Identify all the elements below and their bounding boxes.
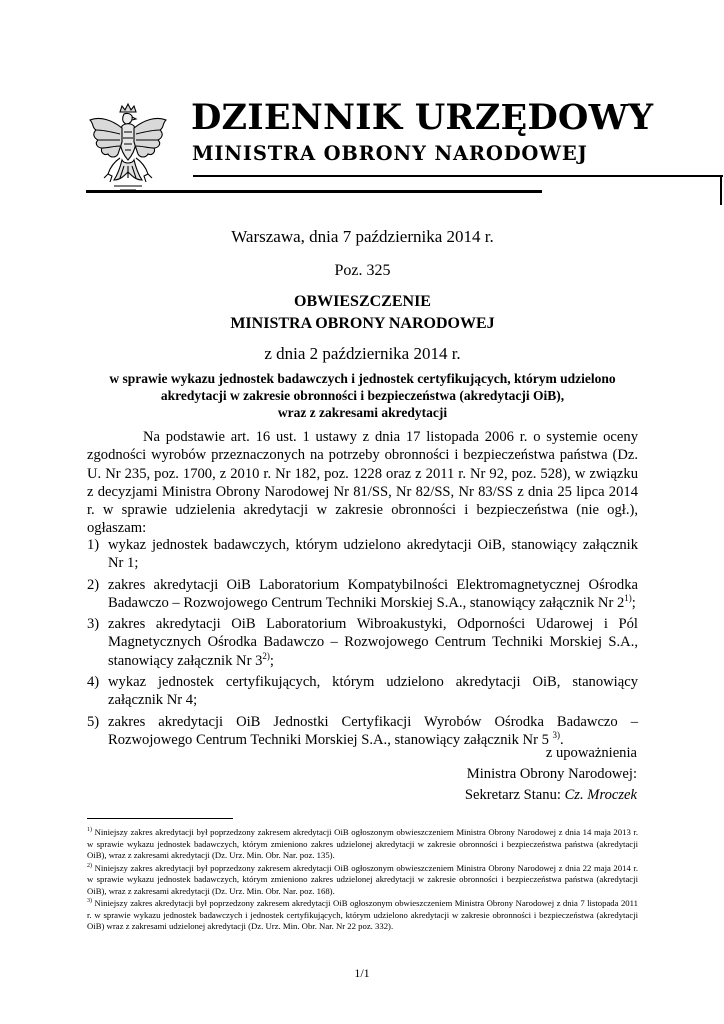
subject-line: akredytacji w zakresie obronności i bezpieczeństwa (akredytacji OiB), [160, 388, 565, 403]
list-item-number: 3) [87, 616, 100, 633]
list-item-text: zakres akredytacji OiB Laboratorium Kompatybilności Elektromagnetycznej Ośrodka Badawczo – Rozwojowego Centrum Techniki Morskiej S.A., stanowiący załącznik Nr 2 [108, 576, 638, 611]
signer-name: Cz. Mroczek [564, 787, 637, 803]
list-item [87, 615, 638, 670]
place-date: Warszawa, dnia 7 października 2014 r. [231, 227, 494, 246]
announcement-list [87, 536, 638, 752]
gazette-title: DZIENNIK URZĘDOWY [191, 97, 654, 138]
footnote-mark: 1) [87, 827, 92, 834]
gazette-subtitle: MINISTRA OBRONY NARODOWEJ [192, 142, 588, 165]
footnote-text: Niniejszy zakres akredytacji był poprzedzony zakresem akredytacji OiB ogłoszonym obwieszczeniem Ministra Obrony Narodowej z dnia 14 maja 2013 r. w sprawie wykazu jednostek badawczych, którym zmieniono zakres udzielonej akredytacji w zakresie obronności i bezpieczeństwa państwa (akredytacji OiB), wraz z zakresami akredytacji (Dz. Urz. Min. Obr. Nar. poz. 135). [87, 827, 638, 860]
footnote-separator [87, 818, 233, 819]
footnote [87, 827, 638, 862]
act-type: OBWIESZCZENIE [294, 293, 431, 310]
list-item-text: wykaz jednostek certyfikujących, którym udzielono akredytacji OiB, stanowiący załącznik Nr 4; [108, 674, 638, 709]
list-item-tail: . [560, 731, 564, 748]
footnote-reference[interactable]: 3) [552, 730, 561, 741]
list-item [87, 536, 638, 573]
list-item-number: 2) [87, 576, 100, 593]
position-number: Poz. 325 [334, 262, 391, 279]
list-item-number: 1) [87, 537, 100, 553]
list-item-tail: ; [269, 652, 274, 669]
header-divider [193, 175, 723, 177]
list-item [87, 576, 638, 613]
header-divider-vertical [720, 175, 722, 205]
footnote-reference[interactable]: 1) [624, 593, 632, 604]
list-item-tail: ; [631, 594, 636, 611]
signature-authorization: z upoważnienia [545, 745, 637, 761]
act-issuer: MINISTRA OBRONY NARODOWEJ [230, 315, 495, 332]
white-eagle-emblem-icon [86, 102, 170, 196]
footnote-text: Niniejszy zakres akredytacji był poprzedzony zakresem akredytacji OiB ogłoszonym obwieszczeniem Ministra Obrony Narodowej z dnia 22 maja 2014 r. w sprawie wykazu jednostek badawczych, którym zmieniono zakres udzielonej akredytacji w zakresie obronności i bezpieczeństwa państwa (akredytacji OiB), wraz z zakresami akredytacji (Dz. Urz. Min. Obr. Nar. poz. 168). [87, 862, 638, 896]
list-item-number: 4) [87, 674, 100, 691]
footnote-mark: 2) [87, 862, 92, 869]
signature-signer [465, 785, 637, 805]
header-bottom-rule [86, 190, 542, 193]
footnote [87, 898, 638, 933]
subject-line: w sprawie wykazu jednostek badawczych i jednostek certyfikujących, którym udzielono [109, 371, 616, 386]
list-item-number: 5) [87, 713, 100, 730]
act-date: z dnia 2 października 2014 r. [264, 344, 461, 363]
signer-title: Sekretarz Stanu: [464, 787, 565, 803]
footnote-mark: 3) [87, 898, 92, 905]
footnote-text: Niniejszy zakres akredytacji był poprzedzony zakresem akredytacji OiB ogłoszonym obwieszczeniem Ministra Obrony Narodowej z dnia 7 listopada 2011 r. w sprawie wykazu jednostek badawczych i jednostek certyfikujących, którym udzielono akredytacji w zakresie obronności i bezpieczeństwa (akredytacji OiB) wraz z zakresami udzielonej akredytacji (Dz. Urz. Min. Obr. Nar. Nr 22 poz. 332). [87, 898, 638, 931]
footnote [87, 863, 638, 898]
page-number: 1/1 [354, 966, 370, 980]
footnote-reference[interactable]: 2) [262, 650, 270, 661]
list-item-text: zakres akredytacji OiB Jednostki Certyfikacji Wyrobów Ośrodka Badawczo – Rozwojowego Centrum Techniki Morskiej S.A., stanowiący załącznik Nr 5 [108, 713, 638, 748]
list-item [87, 673, 638, 710]
signature-authority: Ministra Obrony Narodowej: [466, 766, 637, 782]
intro-paragraph: Na podstawie art. 16 ust. 1 ustawy z dnia 17 listopada 2006 r. o systemie oceny zgodności wyrobów przeznaczonych na potrzeby obronności i bezpieczeństwa państwa (Dz. U. Nr 235, poz. 1700, z 2010 r. Nr 182, poz. 1228 oraz z 2011 r. Nr 92, poz. 528), w związku z decyzjami Ministra Obrony Narodowej Nr 81/SS, Nr 82/SS, Nr 83/SS z dnia 25 lipca 2014 r. w sprawie udzielenia akredytacji w zakresie obronności i bezpieczeństwa (nie ogł.), ogłaszam: [87, 429, 638, 537]
footnotes [87, 827, 638, 934]
subject-line: wraz z zakresami akredytacji [277, 405, 448, 420]
list-item-text: wykaz jednostek badawczych, którym udzielono akredytacji OiB, stanowiący załącznik Nr 1; [108, 537, 638, 572]
list-item-text: zakres akredytacji OiB Laboratorium Wibroakustyki, Odporności Udarowej i Pól Magnetycznych Ośrodka Badawczo – Rozwojowego Centrum Techniki Morskiej S.A., stanowiący załącznik Nr 3 [108, 616, 638, 669]
